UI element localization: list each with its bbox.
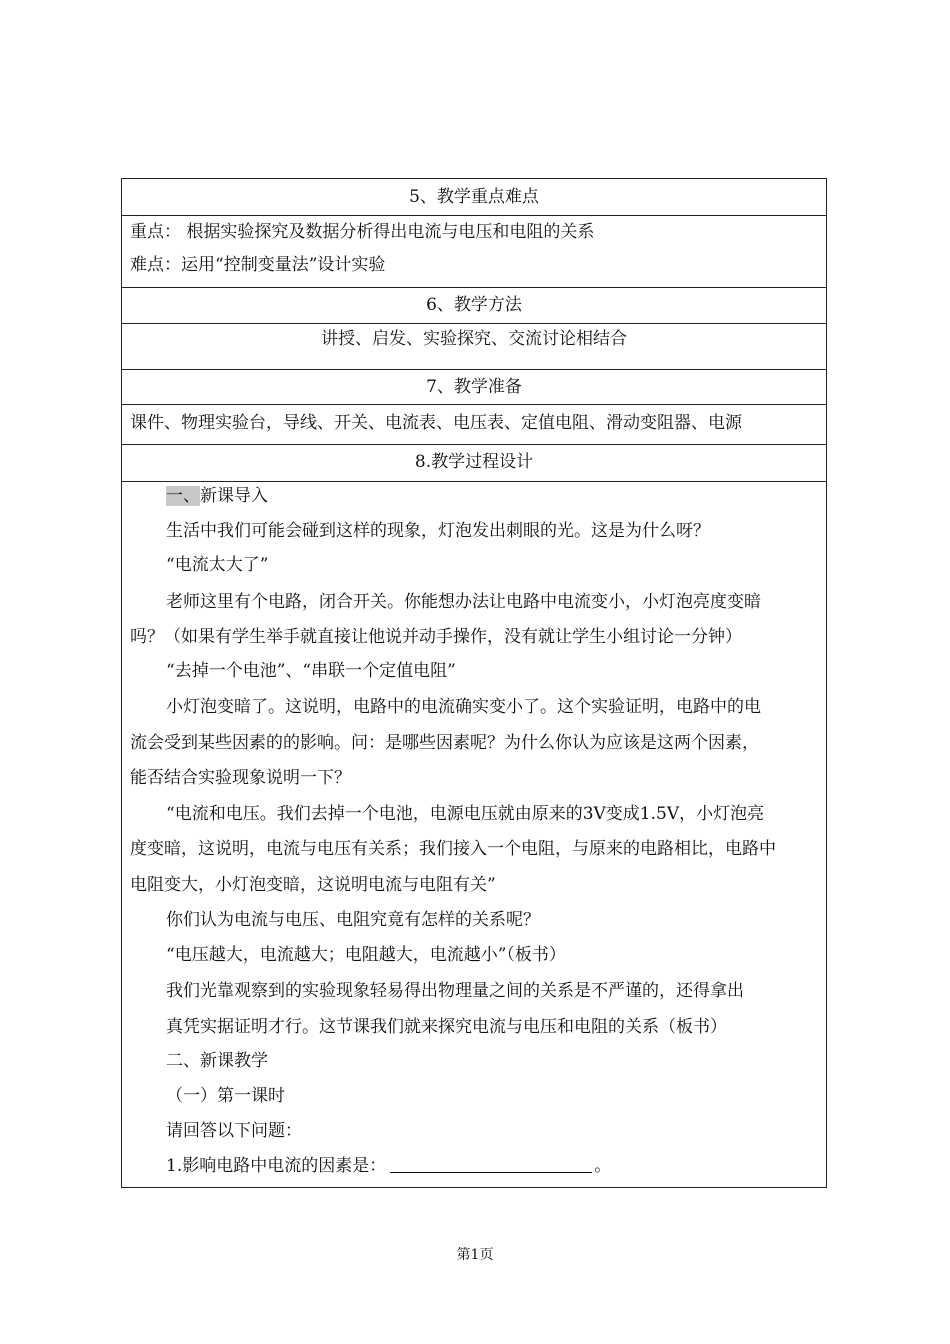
- difficult-point-text: 难点：运用“控制变量法”设计实验: [130, 255, 386, 275]
- intro-title: 新课导入: [200, 486, 268, 506]
- paragraph: 能否结合实验现象说明一下？: [130, 768, 351, 788]
- section-8-header: [122, 445, 826, 482]
- paragraph: 生活中我们可能会碰到这样的现象，灯泡发出刺眼的光。这是为什么呀？: [166, 521, 710, 541]
- intro-heading: [166, 485, 268, 507]
- paragraph: 吗？（如果有学生举手就直接让他说并动手操作，没有就让学生小组讨论一分钟）: [130, 627, 742, 647]
- question-1-suffix: 。: [594, 1156, 612, 1176]
- section-6-body: [122, 324, 826, 370]
- paragraph: 二、新课教学: [166, 1051, 268, 1071]
- paragraph: 度变暗，这说明，电流与电压有关系；我们接入一个电阻，与原来的电路相比，电路中: [130, 839, 776, 859]
- paragraph: 电阻变大，小灯泡变暗，这说明电流与电阻有关”: [130, 875, 496, 895]
- section-6-header: [122, 288, 826, 324]
- page-number: 第1页: [456, 1247, 494, 1263]
- section-7-header: [122, 370, 826, 405]
- answer-blank[interactable]: [390, 1156, 592, 1173]
- materials-text: 课件、物理实验台，导线、开关、电流表、电压表、定值电阻、滑动变阻器、电源: [130, 413, 742, 433]
- paragraph: 老师这里有个电路，闭合开关。你能想办法让电路中电流变小，小灯泡亮度变暗: [166, 592, 761, 612]
- section-7-body: [122, 405, 826, 445]
- paragraph: “去掉一个电池”、“串联一个定值电阻”: [166, 661, 456, 681]
- section-6-title: 6、教学方法: [426, 295, 522, 315]
- section-7-title: 7、教学准备: [426, 377, 522, 397]
- paragraph: 请回答以下问题：: [166, 1121, 302, 1141]
- paragraph: （一）第一课时: [166, 1086, 285, 1106]
- intro-mark: 一、: [166, 486, 200, 506]
- section-5-body: [122, 216, 826, 288]
- section-8-body: [122, 482, 826, 1187]
- paragraph: 小灯泡变暗了。这说明，电路中的电流确实变小了。这个实验证明，电路中的电: [166, 697, 761, 717]
- question-1-prefix: 1.影响电路中电流的因素是：: [166, 1156, 387, 1176]
- paragraph: “电压越大，电流越大；电阻越大，电流越小”（板书）: [166, 945, 566, 965]
- teaching-method-text: 讲授、启发、实验探究、交流讨论相结合: [321, 329, 627, 349]
- section-5-header: [122, 179, 826, 216]
- key-point-text: 重点： 根据实验探究及数据分析得出电流与电压和电阻的关系: [130, 222, 595, 242]
- question-1: [166, 1155, 611, 1177]
- paragraph: 流会受到某些因素的的影响。问：是哪些因素呢？为什么你认为应该是这两个因素，: [130, 733, 759, 753]
- section-8-title: 8.教学过程设计: [414, 452, 534, 472]
- paragraph: 我们光靠观察到的实验现象轻易得出物理量之间的关系是不严谨的，还得拿出: [166, 981, 744, 1001]
- paragraph: “电流太大了”: [166, 555, 269, 575]
- paragraph: 真凭实据证明才行。这节课我们就来探究电流与电压和电阻的关系（板书）: [166, 1017, 727, 1037]
- paragraph: 你们认为电流与电压、电阻究竟有怎样的关系呢？: [166, 910, 540, 930]
- paragraph: “电流和电压。我们去掉一个电池，电源电压就由原来的3V变成1.5V，小灯泡亮: [166, 804, 765, 824]
- section-5-title: 5、教学重点难点: [409, 187, 539, 207]
- lesson-plan-table: [121, 178, 827, 1188]
